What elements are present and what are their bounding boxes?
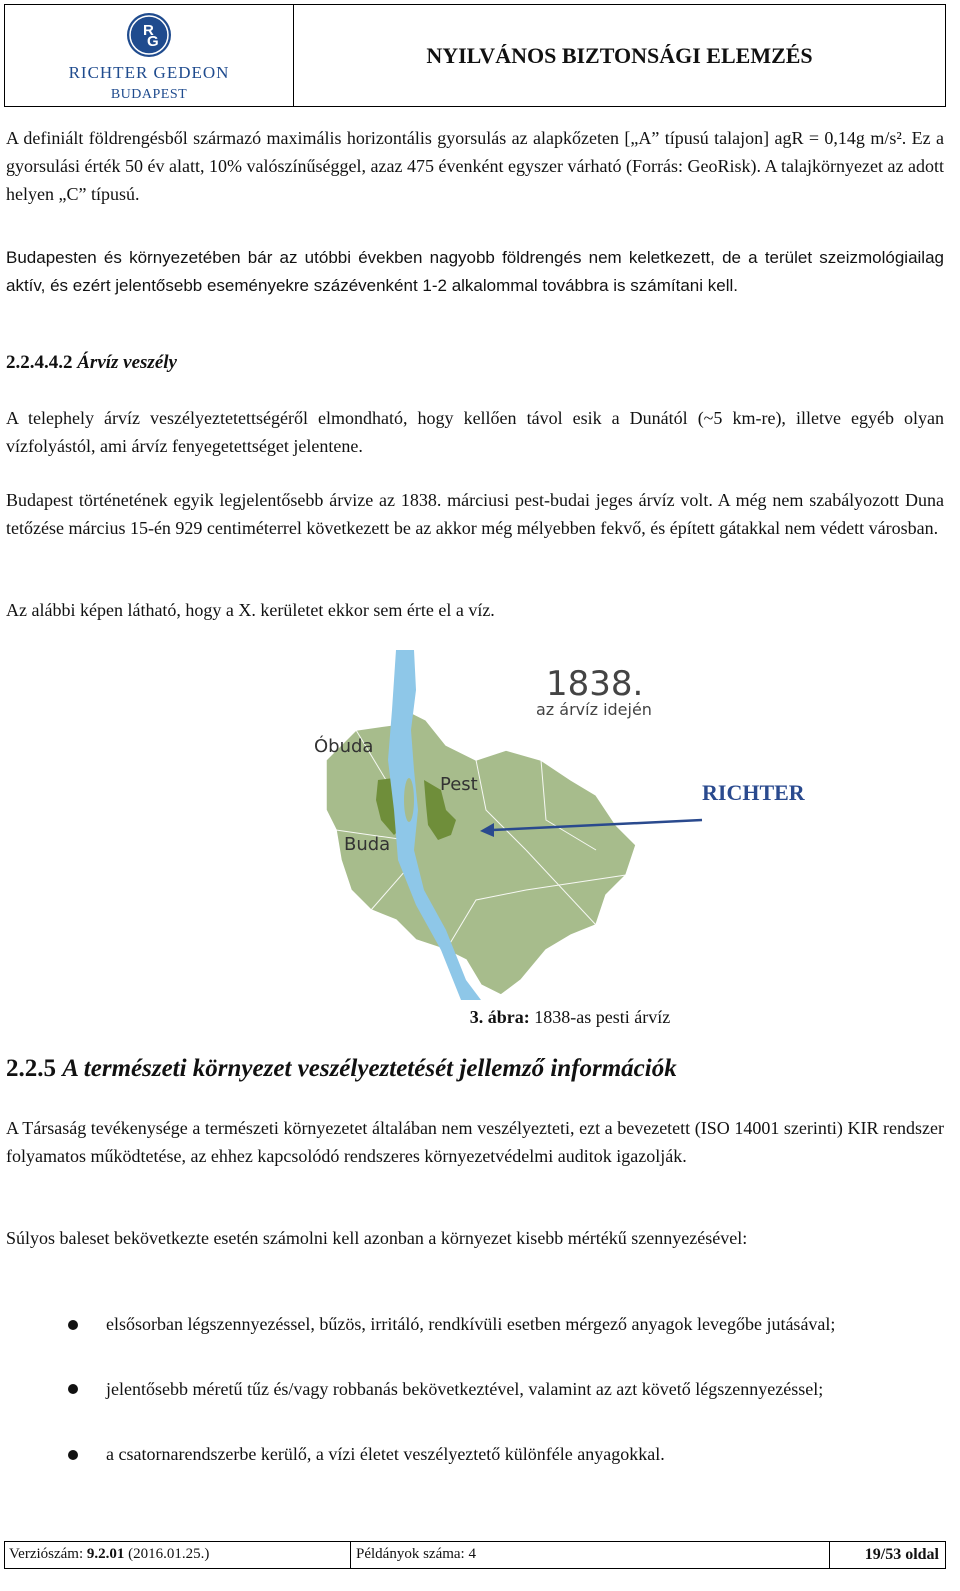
- label-buda: Buda: [344, 834, 391, 855]
- bullet-marker: [68, 1384, 78, 1394]
- paragraph-seismic-acceleration: A definiált földrengésből származó maximális horizontális gyorsulás az alapkőzeten [„A” típusú talajon] agR = 0,14g m/s². Ez a gyorsulási érték 50 év alatt, 10% valószínűséggel, azaz 475 évenként egyszer várható (Forrás: GeoRisk). A talajkörnyezet az adott helyen „C” típusú.: [6, 128, 944, 204]
- version-date: (2016.01.25.): [124, 1546, 210, 1562]
- label-obuda: Óbuda: [314, 736, 374, 757]
- richter-arrow: [470, 815, 705, 840]
- svg-text:R: R: [143, 22, 154, 39]
- paragraph-district-x: Az alábbi képen látható, hogy a X. kerületet ekkor sem érte el a víz.: [6, 600, 495, 620]
- heading-text: Árvíz veszély: [77, 352, 177, 373]
- logo-company-name: RICHTER GEDEON: [68, 63, 230, 82]
- heading-number: 2.2.4.4.2: [6, 352, 73, 373]
- map-year: 1838.: [546, 664, 644, 704]
- caption-number: 3. ábra:: [469, 1007, 530, 1027]
- section-number: 2.2.5: [6, 1055, 56, 1082]
- paragraph-site-distance: A telephely árvíz veszélyeztetettségéről elmondható, hogy kellően távol esik a Dunától (~5 km-re), illetve egyéb olyan vízfolyástól, ami árvíz fenyegetettséget jelentene.: [6, 408, 944, 456]
- label-pest: Pest: [440, 774, 478, 795]
- page-header: [4, 4, 946, 107]
- svg-text:G: G: [147, 33, 159, 50]
- paragraph-environment: A Társaság tevékenysége a természeti környezetet általában nem veszélyezteti, ezt a bevezetett (ISO 14001 szerinti) KIR rendszer folyamatos működtetése, az ehhez kapcsolódó rendszeres környezetvédelmi auditok igazolják.: [6, 1118, 944, 1166]
- bullet-item: jelentősebb méretű tűz és/vagy robbanás bekövetkeztével, valamint az azt követő légszennyezéssel;: [106, 1379, 824, 1399]
- paragraph-1838-flood: Budapest történetének egyik legjelentősebb árvize az 1838. márciusi pest-budai jeges árvíz volt. A még nem szabályozott Duna tetőzése március 15-én 929 centiméterrel következett be az akkor még mélyebben fekvő, és épített gátakkal nem védett városban.: [6, 490, 944, 538]
- figure-caption: [0, 1007, 960, 1028]
- map-subtitle: az árvíz idején: [536, 700, 652, 719]
- footer-page-number: 19/53 oldal: [864, 1546, 939, 1563]
- page-footer: [4, 1541, 946, 1569]
- section-heading: [6, 1055, 677, 1083]
- richter-site-label: RICHTER: [702, 780, 805, 805]
- island: [404, 778, 414, 822]
- footer-version: [9, 1546, 209, 1563]
- bullet-item: a csatornarendszerbe kerülő, a vízi életet veszélyeztető különféle anyagokkal.: [106, 1444, 665, 1464]
- footer-copies: Példányok száma: 4: [356, 1546, 476, 1562]
- heading-flood-risk: [6, 352, 177, 374]
- section-title: A természeti környezet veszélyeztetését jellemző információk: [62, 1055, 677, 1082]
- paragraph-pollution-intro: Súlyos baleset bekövetkezte esetén számolni kell azonban a környezet kisebb mértékű szennyezésével:: [6, 1228, 748, 1248]
- richter-logo-icon: [127, 13, 171, 57]
- caption-text: 1838-as pesti árvíz: [529, 1007, 671, 1027]
- version-label: Verziószám:: [9, 1546, 87, 1562]
- document-title: NYILVÁNOS BIZTONSÁGI ELEMZÉS: [426, 43, 813, 68]
- logo-city: BUDAPEST: [110, 87, 188, 102]
- footer-divider: [829, 1542, 830, 1568]
- bullet-item: elsősorban légszennyezéssel, bűzös, irritáló, rendkívüli esetben mérgező anyagok levegőbe jutásával;: [106, 1314, 836, 1334]
- footer-divider: [350, 1542, 351, 1568]
- paragraph-seismic-activity: Budapesten és környezetében bár az utóbbi években nagyobb földrengés nem keletkezett, de a terület szeizmológiailag aktív, és ezért jelentősebb eseményekre százévenként 1-2 alkalommal továbbra is számítani kell.: [6, 248, 944, 295]
- bullet-marker: [68, 1320, 78, 1330]
- version-value: 9.2.01: [86, 1546, 125, 1562]
- bullet-marker: [68, 1450, 78, 1460]
